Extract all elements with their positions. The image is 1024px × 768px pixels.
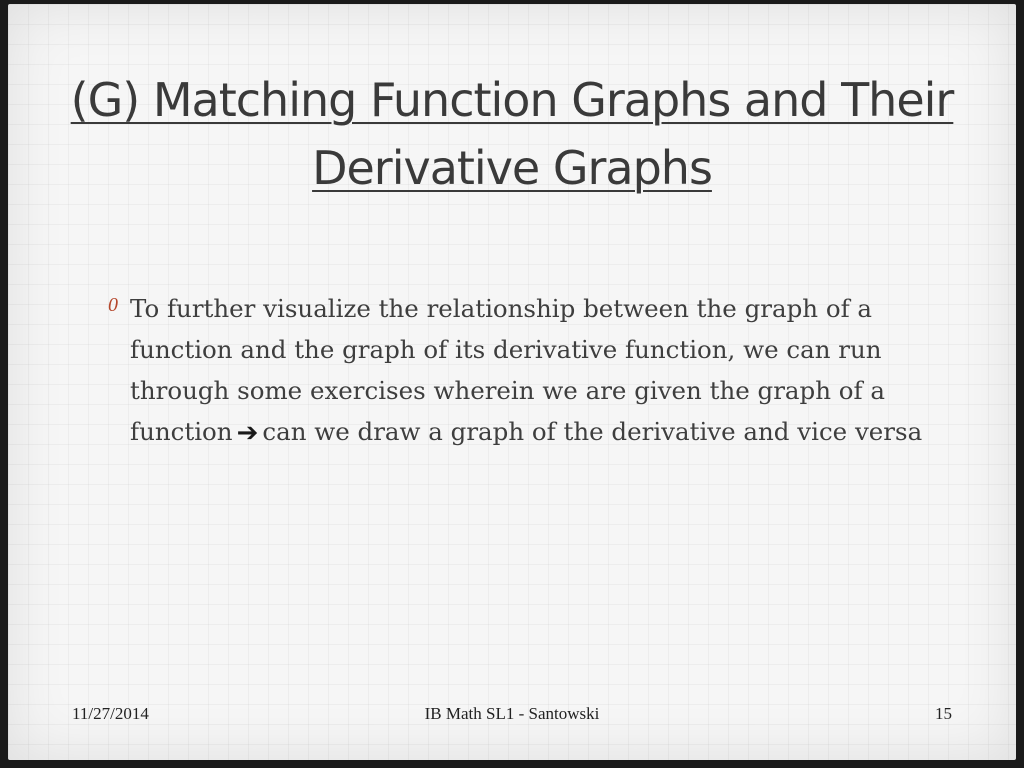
slide-title: (G) Matching Function Graphs and Their Derivative Graphs: [70, 73, 954, 195]
bullet-text-after-arrow: can we draw a graph of the derivative and vice versa: [262, 417, 923, 446]
footer-date: 11/27/2014: [72, 704, 149, 723]
bullet-item: [104, 288, 924, 454]
footer-page-number: 15: [935, 704, 952, 723]
bullet-marker: 0: [108, 294, 118, 316]
slide-body: [104, 288, 924, 454]
footer-course: IB Math SL1 - Santowski: [424, 704, 600, 723]
bullet-text-before-arrow: To further visualize the relationship between the graph of a function and the graph of its derivative function, we can run through some exercises wherein we are given the graph of a function: [130, 294, 886, 446]
bullet-text: [130, 288, 924, 454]
right-arrow-icon: ➔: [236, 418, 259, 448]
slide: [8, 4, 1016, 760]
